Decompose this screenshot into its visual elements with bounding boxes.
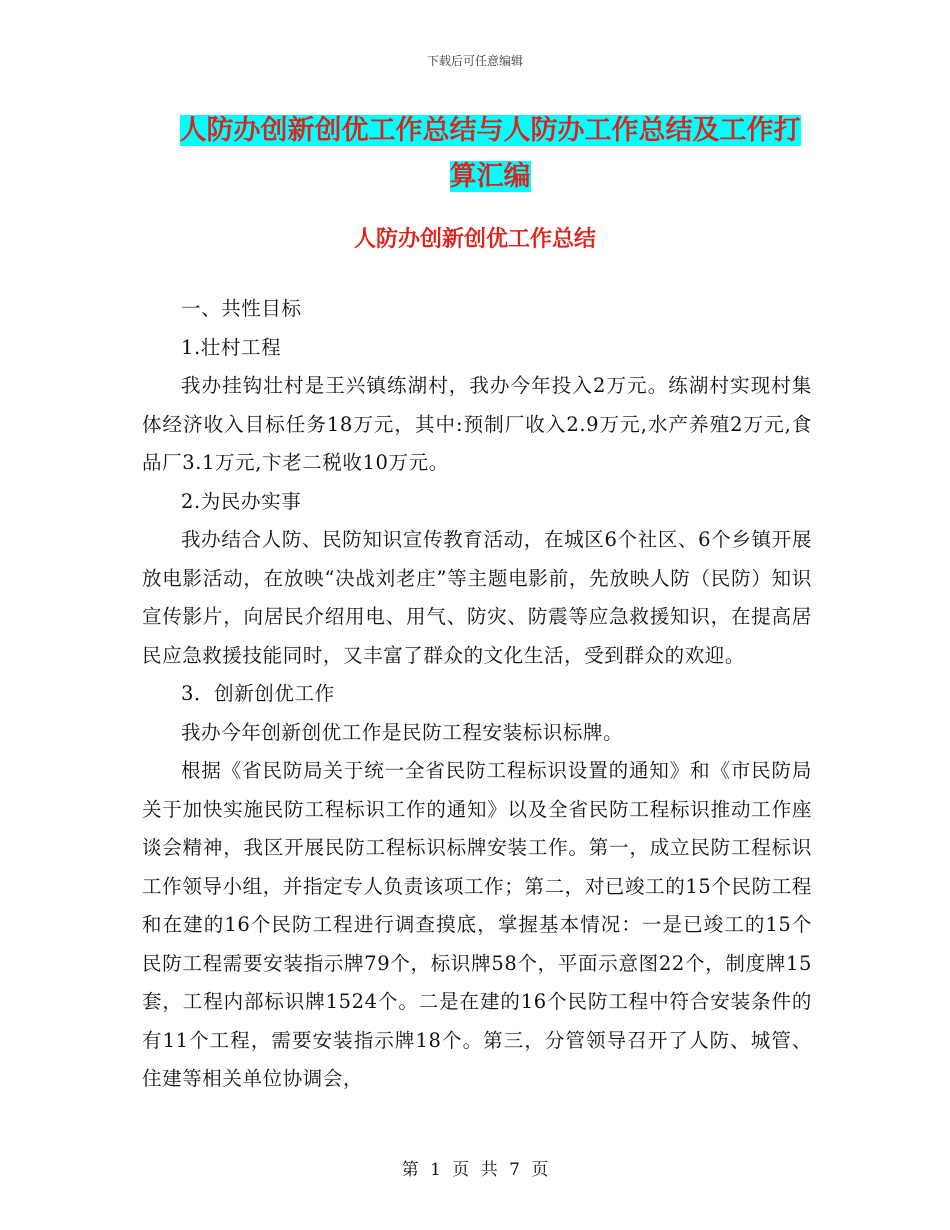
paragraph-innovation-intro: 我办今年创新创优工作是民防工程安装标识标牌。 <box>181 720 624 744</box>
document-title <box>140 108 840 200</box>
paragraph-village-project: 我办挂钩壮村是王兴镇练湖村，我办今年投入2万元。练湖村实现村集体经济收入目标任务18万元，其中:预制厂收入2.9万元,水产养殖2万元,食品厂3.1万元,卞老二税收10万元。 <box>142 374 812 474</box>
section-title: 人防办创新创优工作总结 <box>353 227 596 252</box>
paragraph-practical-matters: 我办结合人防、民防知识宣传教育活动，在城区6个社区、6个乡镇开展放电影活动，在放映“决战刘老庄”等主题电影前，先放映人防（民防）知识宣传影片，向居民介绍用电、用气、防灾、防震等应急救援知识，在提高居民应急救援技能同时，又丰富了群众的文化生活，受到群众的欢迎。 <box>142 528 812 667</box>
paragraph-innovation-detail: 根据《省民防局关于统一全省民防工程标识设置的通知》和《市民防局关于加快实施民防工程标识工作的通知》以及全省民防工程标识推动工作座谈会精神，我区开展民防工程标识标牌安装工作。第一，成立民防工程标识工作领导小组，并指定专人负责该项工作；第二，对已竣工的15个民防工程和在建的16个民防工程进行调查摸底，掌握基本情况：一是已竣工的15个民防工程需要安装指示牌79个，标识牌58个，平面示意图22个，制度牌15套，工程内部标识牌1524个。二是在建的16个民防工程中符合安装条件的有11个工程，需要安装指示牌18个。第三，分管领导召开了人防、城管、住建等相关单位协调会， <box>142 759 812 1090</box>
heading-village-project: 1.壮村工程 <box>181 335 282 359</box>
heading-practical-matters: 2.为民办实事 <box>181 489 302 513</box>
document-title-line1: 人防办创新创优工作总结与人防办工作总结及工作打 <box>179 115 801 146</box>
heading-innovation-work: 3．创新创优工作 <box>181 682 335 705</box>
page-footer: 第 1 页 共 7 页 <box>401 1160 549 1180</box>
document-body <box>142 290 812 1099</box>
document-title-line2: 算汇编 <box>449 161 531 192</box>
page-header-note: 下载后可任意编辑 <box>426 54 523 68</box>
heading-common-goals: 一、共性目标 <box>181 297 302 320</box>
